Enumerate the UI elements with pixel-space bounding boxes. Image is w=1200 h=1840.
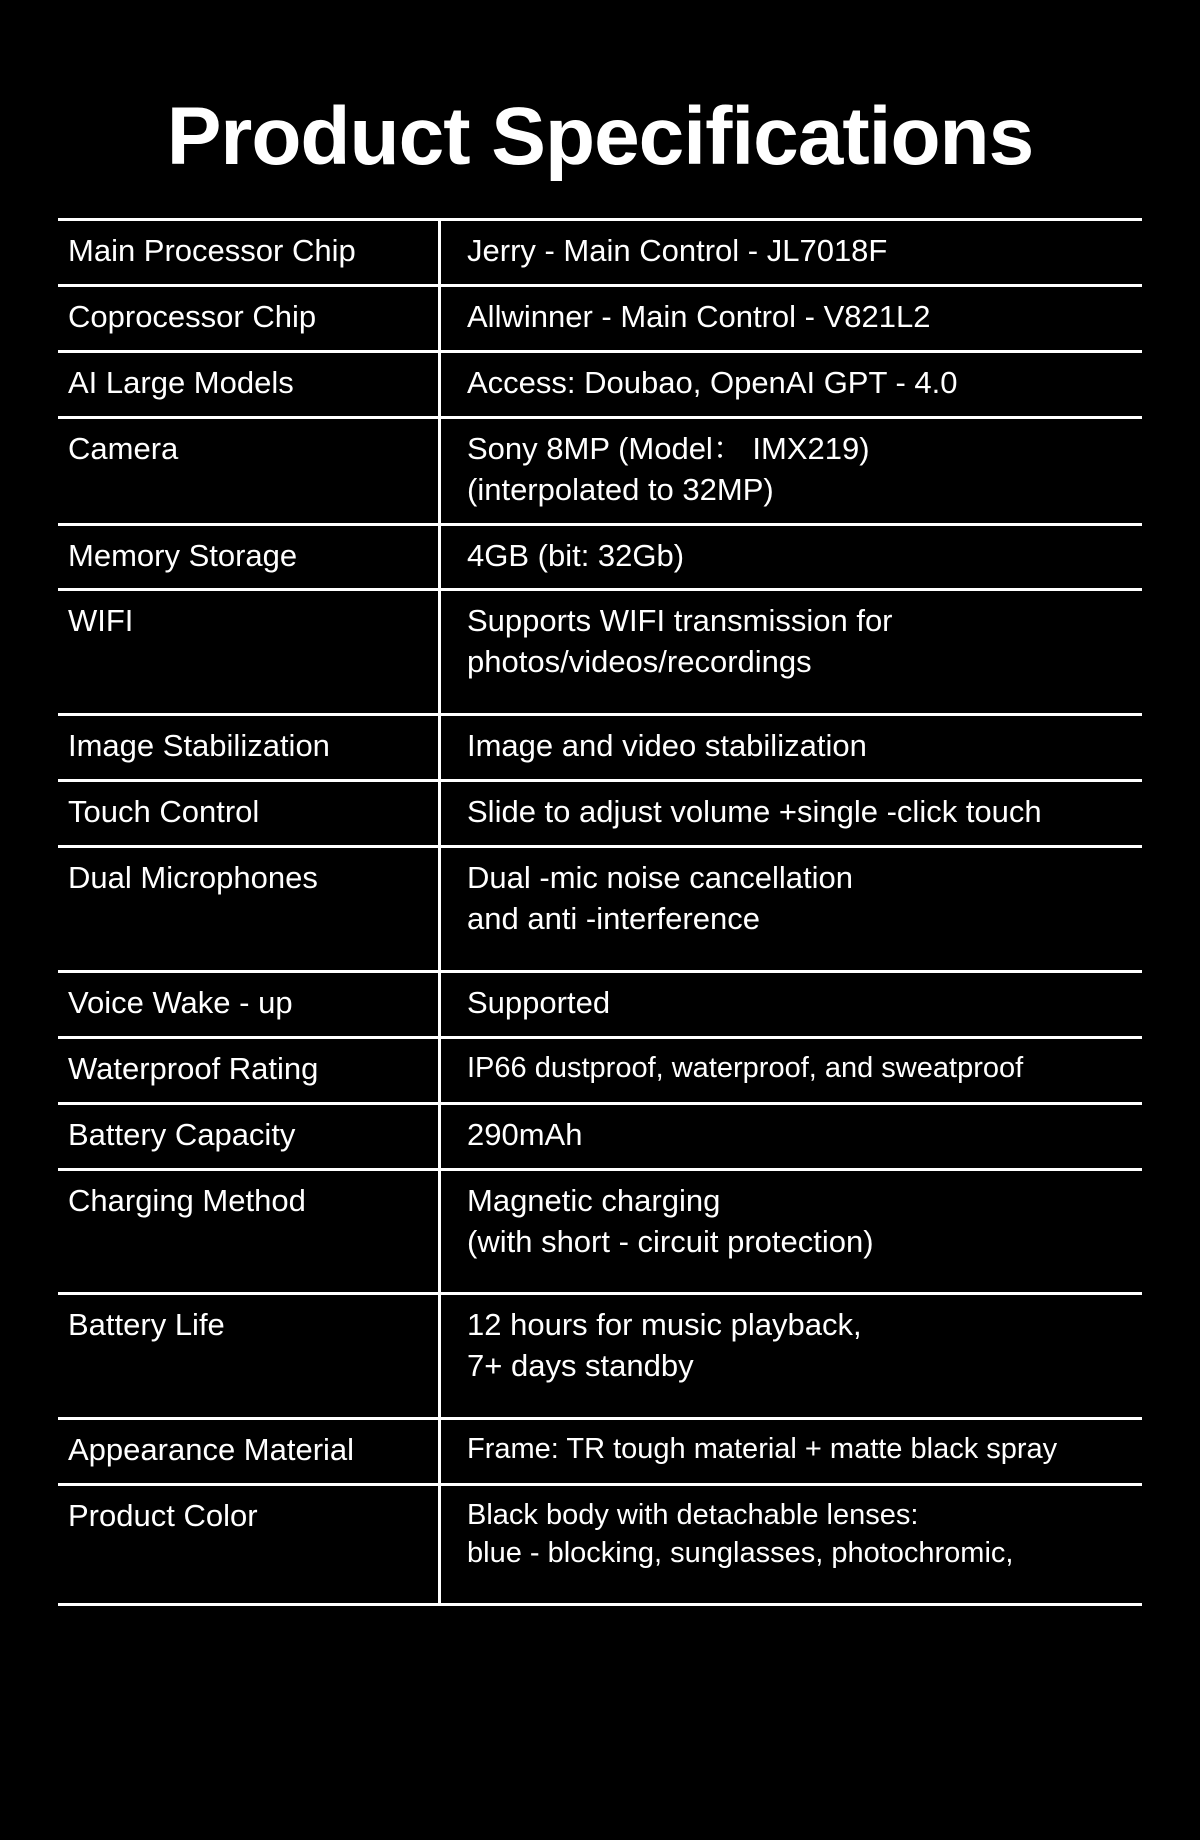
table-row xyxy=(58,524,1142,590)
spec-value-line: Black body with detachable lenses: xyxy=(467,1499,919,1532)
table-row xyxy=(58,351,1142,417)
spec-value xyxy=(440,715,1143,781)
spec-label: Battery Capacity xyxy=(58,1103,440,1169)
table-row xyxy=(58,1103,1142,1169)
spec-value-line: Magnetic charging xyxy=(467,1182,721,1218)
specifications-table xyxy=(58,218,1142,1606)
spec-label: Image Stabilization xyxy=(58,715,440,781)
spec-value-line: Access: Doubao, OpenAI GPT - 4.0 xyxy=(467,364,958,400)
table-row xyxy=(58,715,1142,781)
table-row xyxy=(58,590,1142,715)
spec-label: Product Color xyxy=(58,1485,440,1605)
table-row xyxy=(58,285,1142,351)
spec-value-line: 12 hours for music playback, xyxy=(467,1307,862,1343)
table-row xyxy=(58,781,1142,847)
spec-value-line: (interpolated to 32MP) xyxy=(467,471,774,507)
spec-value-line: Frame: TR tough material + matte black spray xyxy=(467,1433,1058,1466)
spec-label: Voice Wake - up xyxy=(58,971,440,1037)
spec-value xyxy=(440,847,1143,972)
spec-label: WIFI xyxy=(58,590,440,715)
table-row xyxy=(58,1419,1142,1485)
table-row xyxy=(58,971,1142,1037)
table-row xyxy=(58,1169,1142,1294)
spec-value-line: and anti -interference xyxy=(467,900,760,936)
spec-label: Appearance Material xyxy=(58,1419,440,1485)
table-row xyxy=(58,417,1142,524)
spec-value-line: Slide to adjust volume +single -click touch xyxy=(467,794,1042,830)
spec-value-line: IP66 dustproof, waterproof, and sweatproof xyxy=(467,1051,1024,1084)
table-row xyxy=(58,847,1142,972)
spec-value-line: Dual -mic noise cancellation xyxy=(467,860,853,896)
spec-label: Memory Storage xyxy=(58,524,440,590)
spec-label: AI Large Models xyxy=(58,351,440,417)
spec-value-line: Jerry - Main Control - JL7018F xyxy=(467,233,888,268)
page-title: Product Specifications xyxy=(166,91,1034,182)
spec-value xyxy=(440,351,1143,417)
spec-value xyxy=(440,971,1143,1037)
table-row xyxy=(58,1294,1142,1419)
spec-value xyxy=(440,1419,1143,1485)
spec-label: Coprocessor Chip xyxy=(58,285,440,351)
spec-value-line: (with short - circuit protection) xyxy=(467,1223,874,1259)
spec-value-line: photos/videos/recordings xyxy=(467,644,812,680)
spec-value xyxy=(440,1103,1143,1169)
spec-value-line: 290mAh xyxy=(467,1116,583,1152)
spec-value xyxy=(440,1169,1143,1294)
spec-value xyxy=(440,781,1143,847)
spec-value xyxy=(440,220,1143,286)
table-row xyxy=(58,1485,1142,1605)
spec-value-line: blue - blocking, sunglasses, photochromic, xyxy=(467,1537,1014,1570)
spec-value xyxy=(440,285,1143,351)
spec-value xyxy=(440,524,1143,590)
spec-value-line: Allwinner - Main Control - V821L2 xyxy=(467,298,931,334)
spec-label: Waterproof Rating xyxy=(58,1037,440,1103)
spec-value xyxy=(440,417,1143,524)
spec-value xyxy=(440,1485,1143,1605)
spec-value-line: 7+ days standby xyxy=(467,1348,694,1384)
table-row xyxy=(58,1037,1142,1103)
spec-label: Touch Control xyxy=(58,781,440,847)
spec-label: Main Processor Chip xyxy=(58,220,440,286)
table-row xyxy=(58,220,1142,286)
spec-value-line: Sony 8MP (Model： IMX219) xyxy=(467,430,870,466)
spec-value-line: Supports WIFI transmission for xyxy=(467,603,893,639)
spec-label: Dual Microphones xyxy=(58,847,440,972)
spec-label: Camera xyxy=(58,417,440,524)
spec-value xyxy=(440,1037,1143,1103)
spec-label: Charging Method xyxy=(58,1169,440,1294)
spec-value-line: 4GB (bit: 32Gb) xyxy=(467,537,685,573)
spec-value-line: Image and video stabilization xyxy=(467,728,867,764)
spec-value xyxy=(440,590,1143,715)
spec-label: Battery Life xyxy=(58,1294,440,1419)
spec-value xyxy=(440,1294,1143,1419)
specifications-table-body xyxy=(58,220,1142,1605)
spec-value-line: Supported xyxy=(467,984,611,1020)
